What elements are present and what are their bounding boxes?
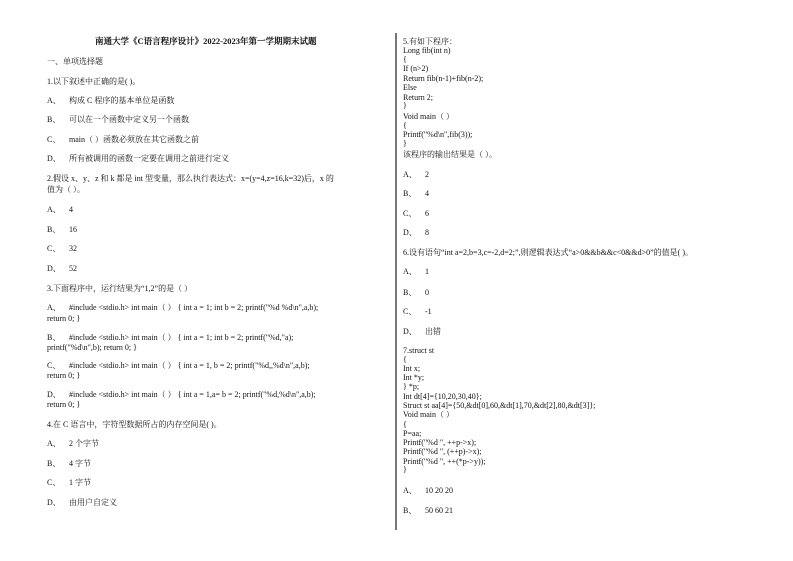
option-text: #include <stdio.h> int main（ ） { int a = 1; int b = 2; printf("%d,"a);	[69, 333, 294, 342]
option-label: B、	[403, 506, 417, 515]
option-label: A、	[403, 170, 417, 179]
option-text: 6	[425, 209, 429, 218]
code-line: } *p;	[403, 382, 420, 391]
option-label: C、	[47, 244, 61, 253]
option	[47, 225, 77, 234]
code-line: Else	[403, 83, 417, 92]
code-line: Printf("%d ", ++p->x);	[403, 438, 477, 447]
code-line: {	[403, 355, 407, 364]
code-line: {	[403, 55, 407, 64]
code-line: Return fib(n-1)+fib(n-2);	[403, 74, 484, 83]
option-text: -1	[425, 307, 432, 316]
code-line: Printf("%d ", ++(*p->y));	[403, 457, 486, 466]
exam-title: 南通大学《C语言程序设计》2022-2023年第一学期期末试题	[95, 36, 317, 46]
code-line: If (n>2)	[403, 64, 429, 73]
code-line: Long fib(int n)	[403, 46, 451, 55]
option	[47, 244, 77, 253]
option	[403, 506, 453, 515]
option-text: 所有被调用的函数一定要在调用之前进行定义	[69, 154, 229, 163]
option-text: 构成 C 程序的基本单位是函数	[69, 96, 175, 105]
option-text: 可以在一个函数中定义另一个函数	[69, 115, 189, 124]
option	[47, 361, 310, 370]
option-label: B、	[47, 225, 61, 234]
option-text: 1 字节	[69, 478, 91, 487]
option-label: D、	[47, 154, 61, 163]
option-text: 50 60 21	[425, 506, 453, 515]
option-label: D、	[47, 390, 61, 399]
option	[47, 478, 91, 487]
option-text: 出错	[425, 327, 441, 336]
code-line: 5.有如下程序：	[403, 37, 457, 46]
option-text: 8	[425, 228, 429, 237]
option-cont: printf("%d\n",b); return 0; }	[47, 343, 137, 352]
option-label: D、	[47, 264, 61, 273]
option	[47, 303, 318, 312]
code-line: P=aa;	[403, 429, 422, 438]
question-6: 6.设有语句“int a=2,b=3,c=-2,d=2;”,则逻辑表达式“a>0&&b&&c<0&&d>0”的值是( )。	[403, 248, 693, 257]
option-text: #include <stdio.h> int main（ ） { int a = 1; int b = 2; printf("%d %d\n",a,b);	[69, 303, 319, 312]
code-line: Int dt[4]={10,20,30,40};	[403, 392, 482, 401]
option-label: C、	[403, 307, 417, 316]
option-text: 由用户自定义	[69, 498, 117, 507]
option-text: 2	[425, 170, 429, 179]
question-4: 4.在 C 语言中，字符型数据所占的内存空间是( )。	[47, 420, 222, 429]
option-label: A、	[47, 205, 61, 214]
option	[47, 459, 91, 468]
option	[47, 115, 189, 124]
section-heading: 一、单项选择题	[47, 57, 103, 66]
question-2-cont: 值为（ ）。	[47, 185, 85, 194]
question-1: 1.以下叙述中正确的是( )。	[47, 77, 141, 86]
option-label: B、	[47, 333, 61, 342]
code-line: {	[403, 420, 407, 429]
option-text: 16	[69, 225, 77, 234]
option	[47, 498, 117, 507]
option-label: A、	[47, 96, 61, 105]
option-label: A、	[403, 486, 417, 495]
option-text: 4 字节	[69, 459, 91, 468]
option-label: D、	[403, 228, 417, 237]
option	[47, 154, 229, 163]
option-label: B、	[47, 459, 61, 468]
option-label: B、	[403, 288, 417, 297]
option	[403, 486, 453, 495]
option	[47, 439, 99, 448]
option	[47, 205, 73, 214]
question-5: 该程序的输出结果是（ ）。	[403, 150, 497, 159]
option-label: C、	[403, 209, 417, 218]
option-cont: return 0; }	[47, 371, 81, 380]
option-label: D、	[403, 327, 417, 336]
option-text: #include <stdio.h> int main（ ） { int a = 1, b = 2; printf("%d,,%d\n",a,b);	[69, 361, 310, 370]
code-line: Printf("%d ", (++p)->x);	[403, 447, 482, 456]
option-label: A、	[47, 303, 61, 312]
code-line: {	[403, 121, 407, 130]
option-label: C、	[47, 135, 61, 144]
option-text: 4	[69, 205, 73, 214]
option	[403, 267, 429, 276]
code-line: Void main（ ）	[403, 410, 454, 419]
option	[403, 228, 429, 237]
option	[47, 264, 77, 273]
option	[47, 96, 174, 105]
option-text: 10 20 20	[425, 486, 453, 495]
option-text: 0	[425, 288, 429, 297]
code-line: Return 2;	[403, 93, 433, 102]
option-label: B、	[403, 189, 417, 198]
option-text: 1	[425, 267, 429, 276]
option	[403, 170, 429, 179]
code-line: Int x;	[403, 364, 421, 373]
column-divider	[395, 33, 397, 530]
option	[403, 288, 429, 297]
code-line: Void main（ ）	[403, 112, 454, 121]
option-label: C、	[47, 478, 61, 487]
code-line: }	[403, 465, 407, 474]
question-2: 2.假设 x、y、z 和 k 都是 int 型变量，那么执行表达式：x=(y=4,z=16,k=32)后，x 的	[47, 174, 334, 183]
question-3: 3.下面程序中，运行结果为“1,2”的是（ ）	[47, 284, 193, 293]
option	[403, 327, 441, 336]
option-text: 32	[69, 244, 77, 253]
option-cont: return 0; }	[47, 400, 81, 409]
option-text: #include <stdio.h> int main（ ） { int a = 1,a= b = 2; printf("%d,%d\n",a,b);	[69, 390, 316, 399]
code-line: }	[403, 101, 407, 110]
option-cont: return 0; }	[47, 314, 81, 323]
option-text: main（ ）函数必须放在其它函数之前	[69, 135, 199, 144]
option-text: 52	[69, 264, 77, 273]
option-text: 4	[425, 189, 429, 198]
code-line: Int *y;	[403, 373, 425, 382]
question-7: 7.struct st	[403, 346, 435, 355]
option	[403, 189, 429, 198]
option-label: A、	[47, 439, 61, 448]
option-text: 2 个字节	[69, 439, 99, 448]
option-label: B、	[47, 115, 61, 124]
option	[403, 209, 429, 218]
option	[47, 333, 293, 342]
code-line: }	[403, 139, 407, 148]
option-label: D、	[47, 498, 61, 507]
option	[47, 390, 316, 399]
option	[403, 307, 432, 316]
code-line: Printf("%d\n",fib(3));	[403, 130, 473, 139]
option-label: A、	[403, 267, 417, 276]
code-line: Struct st aa[4]={50,&dt[0],60,&dt[1],70,&dt[2],80,&dt[3]};	[403, 401, 596, 410]
option	[47, 135, 199, 144]
option-label: C、	[47, 361, 61, 370]
